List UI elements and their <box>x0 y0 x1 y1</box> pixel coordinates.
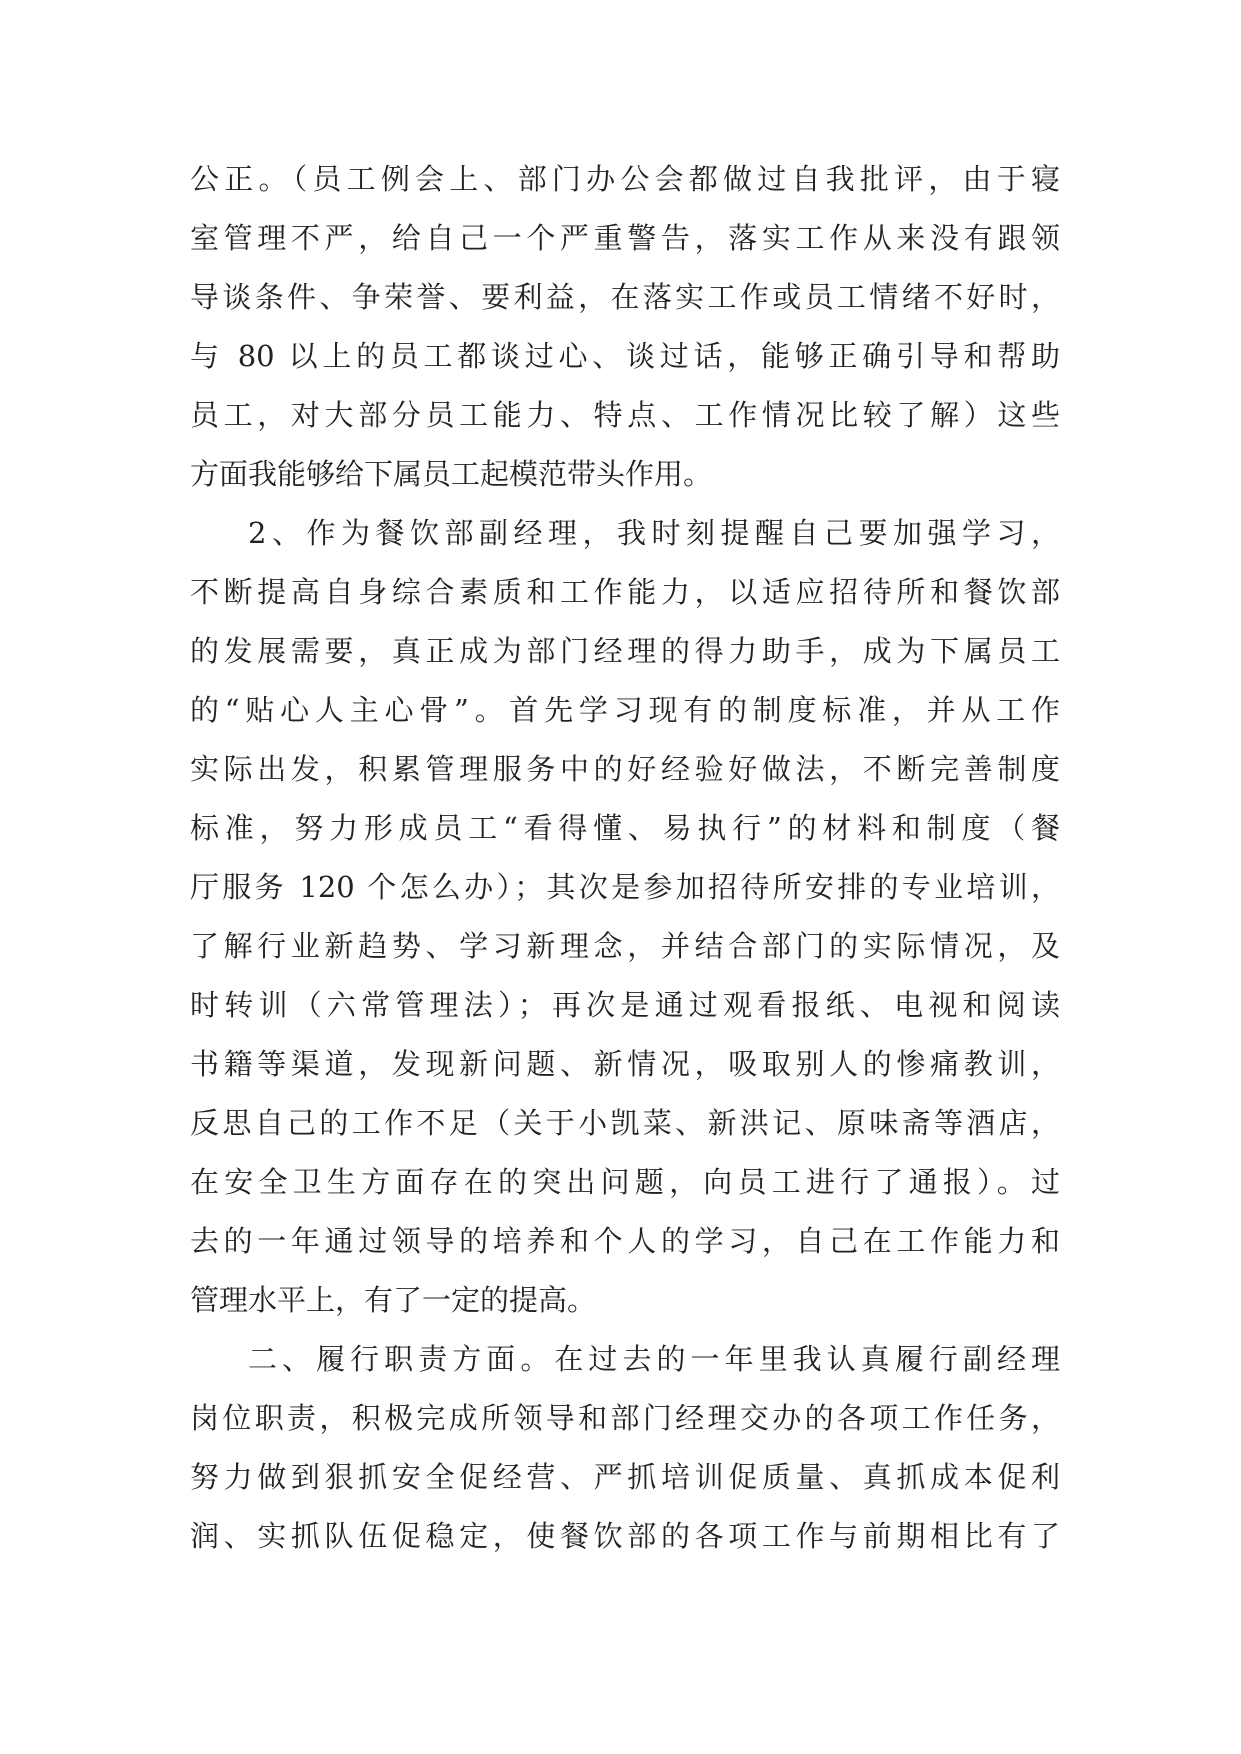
text-line: 不断提高自身综合素质和工作能力，以适应招待所和餐饮部 <box>190 575 1060 609</box>
text-line: 了解行业新趋势、学习新理念，并结合部门的实际情况，及 <box>190 929 1060 963</box>
text-line: 实际出发，积累管理服务中的好经验好做法，不断完善制度 <box>190 752 1060 786</box>
text-line: 的“贴心人主心骨”。首先学习现有的制度标准，并从工作 <box>190 693 1060 727</box>
text-line: 时转训（六常管理法）；再次是通过观看报纸、电视和阅读 <box>190 988 1060 1022</box>
text-line: 与 80 以上的员工都谈过心、谈过话，能够正确引导和帮助 <box>190 339 1060 373</box>
text-line: 岗位职责，积极完成所领导和部门经理交办的各项工作任务， <box>190 1401 1060 1435</box>
text-line: 去的一年通过领导的培养和个人的学习，自己在工作能力和 <box>190 1224 1060 1258</box>
text-line: 公正。（员工例会上、部门办公会都做过自我批评，由于寝 <box>190 162 1060 196</box>
text-line: 润、实抓队伍促稳定，使餐饮部的各项工作与前期相比有了 <box>190 1519 1060 1553</box>
text-line: 反思自己的工作不足（关于小凯菜、新洪记、原味斋等酒店， <box>190 1106 1060 1140</box>
text-line: 厅服务 120 个怎么办）；其次是参加招待所安排的专业培训， <box>190 870 1060 904</box>
text-line: 员工，对大部分员工能力、特点、工作情况比较了解）这些 <box>190 398 1060 432</box>
text-line: 2、作为餐饮部副经理，我时刻提醒自己要加强学习， <box>248 516 1060 550</box>
body-text <box>190 150 1060 1566</box>
text-line: 努力做到狠抓安全促经营、严抓培训促质量、真抓成本促利 <box>190 1460 1060 1494</box>
text-line: 室管理不严，给自己一个严重警告，落实工作从来没有跟领 <box>190 221 1060 255</box>
text-line: 方面我能够给下属员工起模范带头作用。 <box>190 457 713 491</box>
text-line: 标准，努力形成员工“看得懂、易执行”的材料和制度（餐 <box>190 811 1060 845</box>
text-line: 管理水平上，有了一定的提高。 <box>190 1283 597 1317</box>
text-line: 在安全卫生方面存在的突出问题，向员工进行了通报）。过 <box>190 1165 1060 1199</box>
text-line: 导谈条件、争荣誉、要利益，在落实工作或员工情绪不好时， <box>190 280 1060 314</box>
text-line: 二、履行职责方面。在过去的一年里我认真履行副经理 <box>248 1342 1060 1376</box>
text-line: 的发展需要，真正成为部门经理的得力助手，成为下属员工 <box>190 634 1060 668</box>
text-line: 书籍等渠道，发现新问题、新情况，吸取别人的惨痛教训， <box>190 1047 1060 1081</box>
